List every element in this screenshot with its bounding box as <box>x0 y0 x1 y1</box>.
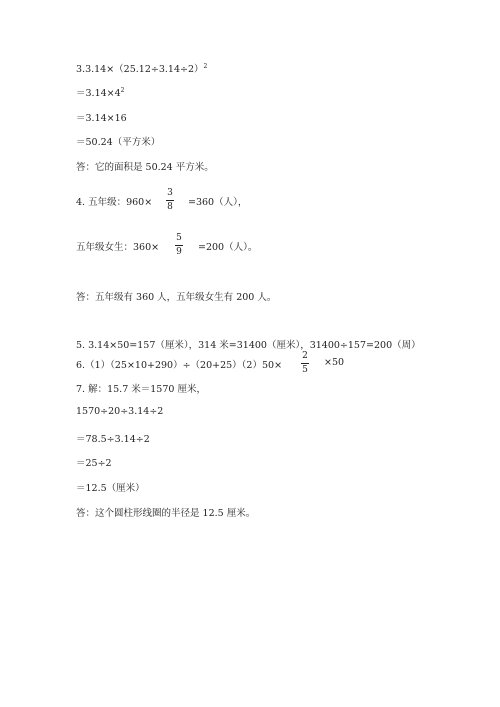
fraction-numerator: 5 <box>176 233 182 243</box>
p7-answer: 答：这个圆柱形线圈的半径是 12.5 厘米。 <box>76 508 256 519</box>
p4-line-1-result: =360（人）， <box>188 197 248 208</box>
fraction-bar <box>175 245 183 246</box>
p3-line-4: ＝50.24（平方米） <box>76 137 161 148</box>
p7-line-3: ＝78.5÷3.14÷2 <box>76 434 150 445</box>
fraction-5-9 <box>174 234 184 257</box>
fraction-3-8 <box>165 189 175 212</box>
exponent: 2 <box>203 63 208 70</box>
p4-answer: 答：五年级有 360 人，五年级女生有 200 人。 <box>76 292 277 303</box>
fraction-denominator: 8 <box>167 202 173 212</box>
p6-line-tail: ×50 <box>324 357 345 368</box>
p3-answer: 答：它的面积是 50.24 平方米。 <box>76 162 214 173</box>
p4-line-2-result: =200（人）。 <box>198 242 258 253</box>
p4-line-2-text: 五年级女生：360× <box>76 242 160 253</box>
p3-line-2: $=3.14\times 4^2$ <box>76 87 125 99</box>
fraction-numerator: 2 <box>302 351 308 361</box>
p4-line-1-text: 4. 五年级：960× <box>76 197 153 208</box>
fraction-bar <box>166 200 174 201</box>
fraction-numerator: 3 <box>167 188 173 198</box>
p5-line: 5. 3.14×50=157（厘米），314 米=31400（厘米），31400÷157=200（周） <box>76 340 421 351</box>
p3-line-3: ＝3.14×16 <box>76 113 127 124</box>
fraction-denominator: 9 <box>176 247 182 257</box>
p6-line-text: 6.（1）（25×10+290）÷（20+25）（2）50× <box>76 360 283 371</box>
p7-line-4: ＝25÷2 <box>76 458 112 469</box>
fraction-bar <box>301 363 309 364</box>
p7-line-2: 1570÷20÷3.14÷2 <box>76 406 164 417</box>
fraction-denominator: 5 <box>302 365 308 375</box>
p3-line-1: $3.3.14\times(25.12\div 3.14\div 2)^2$ <box>76 63 208 75</box>
exponent: 2 <box>120 87 125 94</box>
fraction-2-5 <box>300 352 310 375</box>
p7-line-5: ＝12.5（厘米） <box>76 483 145 494</box>
p7-line-1: 7. 解：15.7 米＝1570 厘米， <box>76 384 206 395</box>
